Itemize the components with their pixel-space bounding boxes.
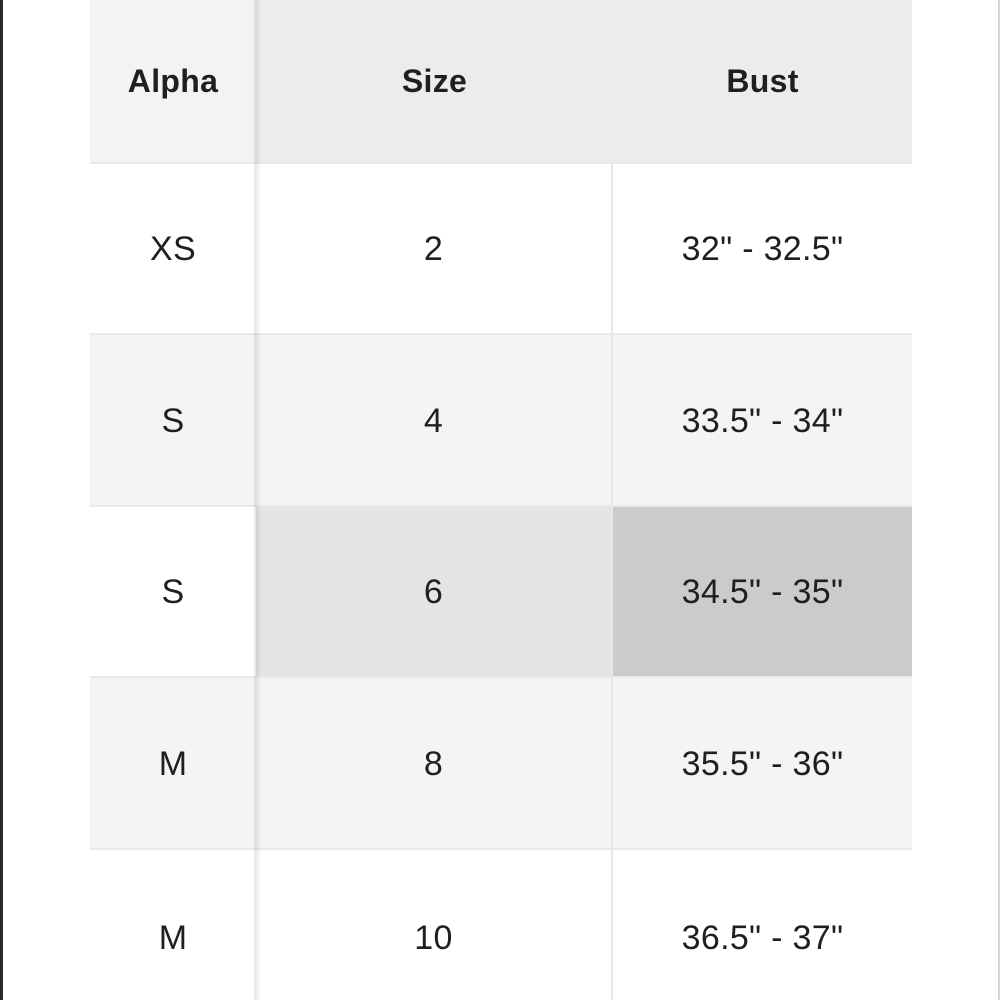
table-row[interactable]	[90, 848, 912, 1000]
cell-bust: 33.5" - 34"	[613, 335, 912, 507]
column-header-size[interactable]: Size	[256, 0, 613, 162]
cell-bust: 35.5" - 36"	[613, 678, 912, 850]
cell-bust: 36.5" - 37"	[613, 850, 912, 1000]
table-row[interactable]	[90, 676, 912, 850]
cell-size: 10	[256, 850, 613, 1000]
cell-alpha: S	[90, 507, 256, 678]
cell-alpha: M	[90, 678, 256, 850]
cell-bust-highlighted: 34.5" - 35"	[613, 507, 912, 678]
cell-size: 6	[256, 507, 613, 678]
cell-bust: 32" - 32.5"	[613, 164, 912, 335]
cell-alpha: M	[90, 850, 256, 1000]
window-edge-left	[0, 0, 3, 1000]
column-header-bust[interactable]: Bust	[613, 0, 912, 162]
table-row-selected[interactable]	[90, 505, 912, 678]
cell-size: 8	[256, 678, 613, 850]
cell-alpha: S	[90, 335, 256, 507]
size-chart-table	[90, 0, 912, 1000]
table-row[interactable]	[90, 333, 912, 507]
cell-size: 2	[256, 164, 613, 335]
column-header-alpha[interactable]: Alpha	[90, 0, 256, 162]
cell-size: 4	[256, 335, 613, 507]
table-header-row	[90, 0, 912, 162]
table-row[interactable]	[90, 162, 912, 335]
cell-alpha: XS	[90, 164, 256, 335]
